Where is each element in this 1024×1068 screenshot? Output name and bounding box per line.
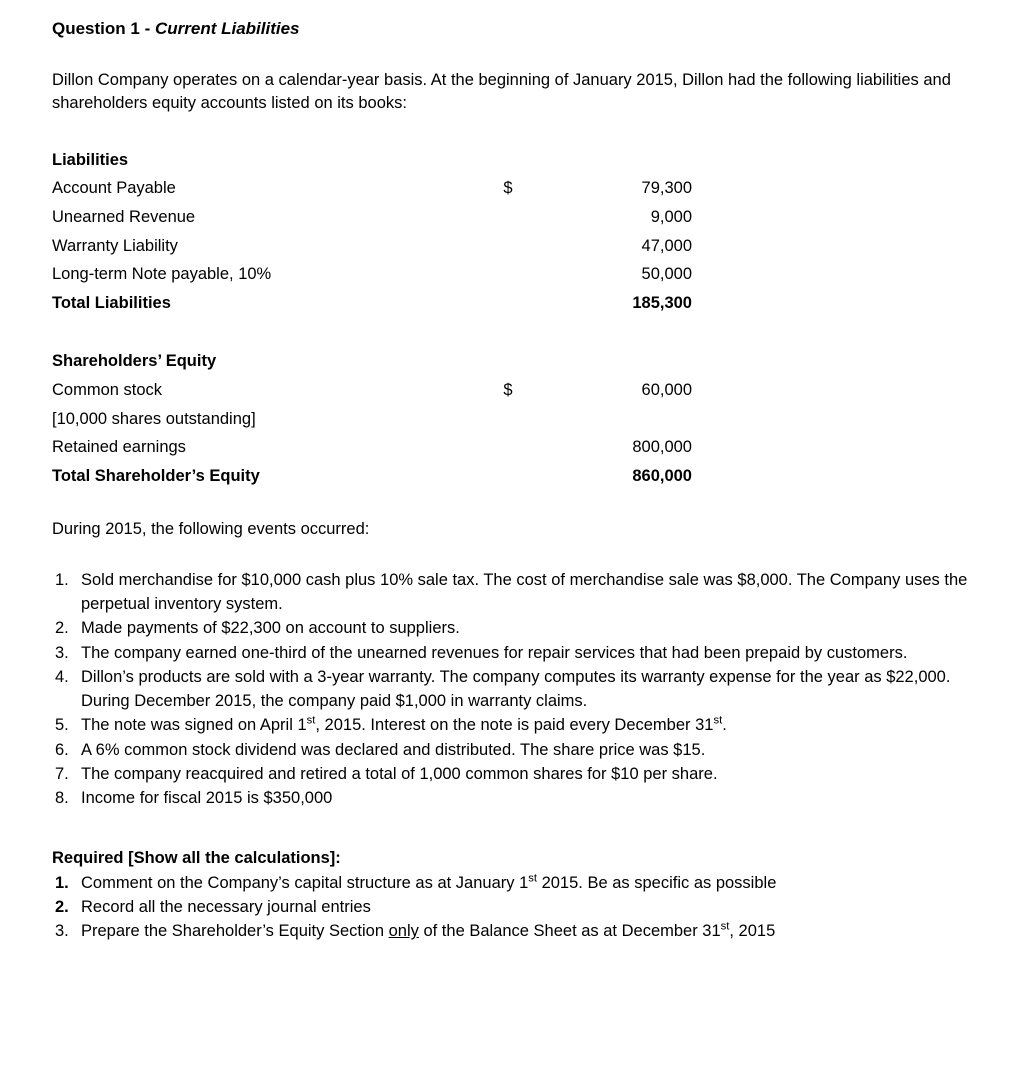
liabilities-heading-amount [543,146,692,175]
row-currency [499,232,543,261]
events-list [52,568,994,811]
liabilities-total-row [52,289,692,318]
list-item [52,616,994,640]
required-item-number: 3. [55,922,69,941]
list-item [52,713,994,737]
liabilities-table [52,146,692,318]
events-intro-line: During 2015, the following events occurred: [52,520,370,539]
table-row [52,260,692,289]
table-row [52,376,692,405]
required-heading: Required [Show all the calculations]: [52,849,341,868]
list-item-text: Income for fiscal 2015 is $350,000 [81,789,333,808]
row-currency [499,433,543,462]
total-currency [499,462,543,491]
page-title-prefix: Question 1 - [52,19,155,38]
list-item-number: 3. [55,643,69,662]
required-list-item [52,895,994,919]
list-item-text: Made payments of $22,300 on account to suppliers. [81,619,460,638]
equity-heading-row [52,347,692,376]
liabilities-heading: Liabilities [52,150,129,169]
required-item-text: Record all the necessary journal entries [81,897,371,916]
list-item-text: A 6% common stock dividend was declared and distributed. The share price was $15. [81,740,706,759]
list-item [52,738,994,762]
row-label: Long-term Note payable, 10% [52,265,272,284]
total-amount: 185,300 [632,293,692,312]
list-item-number: 5. [55,716,69,735]
row-amount: 9,000 [650,208,692,227]
row-currency [499,203,543,232]
list-item-text: Dillon’s products are sold with a 3-year warranty. The company computes its warranty expense for the year as $22,000. During December 2015, the company paid $1,000 in warranty claims. [81,667,951,711]
required-list-item [52,871,994,895]
list-item [52,786,994,810]
list-item-number: 7. [55,764,69,783]
total-label: Total Shareholder’s Equity [52,466,260,485]
required-list-item [52,919,994,943]
liabilities-heading-row [52,146,692,175]
table-row [52,232,692,261]
list-item-number: 8. [55,789,69,808]
table-row [52,203,692,232]
list-item-text: Sold merchandise for $10,000 cash plus 10% sale tax. The cost of merchandise sale was $8,000. The Company uses the perpetual inventory system. [81,570,968,614]
list-item-number: 4. [55,667,69,686]
row-amount: 800,000 [632,438,692,457]
row-label: Warranty Liability [52,236,178,255]
row-currency [499,405,543,434]
total-amount: 860,000 [632,466,692,485]
list-item-number: 6. [55,740,69,759]
row-amount: 79,300 [641,179,692,198]
equity-table [52,347,692,490]
required-section [52,846,994,943]
equity-heading-currency [499,347,543,376]
list-item-text: The company earned one-third of the unearned revenues for repair services that had been prepaid by customers. [81,643,908,662]
required-item-number: 2. [55,897,69,916]
page-title [52,20,992,37]
required-item-text: Prepare the Shareholder’s Equity Section only of the Balance Sheet as at December 31st, 2015 [81,920,776,941]
row-label: Account Payable [52,179,176,198]
row-amount: 60,000 [641,381,692,399]
required-item-number: 1. [55,873,69,892]
total-currency [499,289,543,318]
liabilities-heading-currency [499,146,543,175]
table-row [52,405,692,434]
row-label: Common stock [52,381,163,399]
table-row [52,433,692,462]
row-label: [10,000 shares outstanding] [52,409,256,428]
list-item-number: 1. [55,570,69,589]
list-item-number: 2. [55,619,69,638]
ordinal-suffix: st [528,872,537,885]
row-currency: $ [503,381,513,399]
required-item-text: Comment on the Company’s capital structure as at January 1st 2015. Be as specific as possible [81,872,777,892]
list-item [52,641,994,665]
ordinal-suffix: st [306,714,316,727]
row-currency [499,260,543,289]
row-amount: 47,000 [641,236,692,255]
list-item [52,568,994,617]
equity-heading-amount [543,347,692,376]
total-label: Total Liabilities [52,293,171,312]
table-row [52,174,692,203]
list-item [52,762,994,786]
ordinal-suffix: st [720,920,730,933]
row-currency: $ [503,179,513,198]
row-label: Unearned Revenue [52,208,196,227]
emphasis-only: only [388,922,419,941]
equity-total-row [52,462,692,491]
list-item-text: The company reacquired and retired a total of 1,000 common shares for $10 per share. [81,764,718,783]
ordinal-suffix: st [713,714,723,727]
document-content [52,20,992,943]
row-label: Retained earnings [52,438,186,457]
list-item-text: The note was signed on April 1st, 2015. Interest on the note is paid every December 31st. [81,714,727,735]
intro-paragraph: Dillon Company operates on a calendar-year basis. At the beginning of January 2015, Dillon had the following liabilities and shareholders equity accounts listed on its books: [52,71,951,113]
row-amount: 50,000 [641,265,692,284]
page-title-emphasis: Current Liabilities [154,19,300,38]
list-item [52,665,994,714]
row-amount [543,405,692,434]
equity-heading: Shareholders’ Equity [52,352,217,371]
